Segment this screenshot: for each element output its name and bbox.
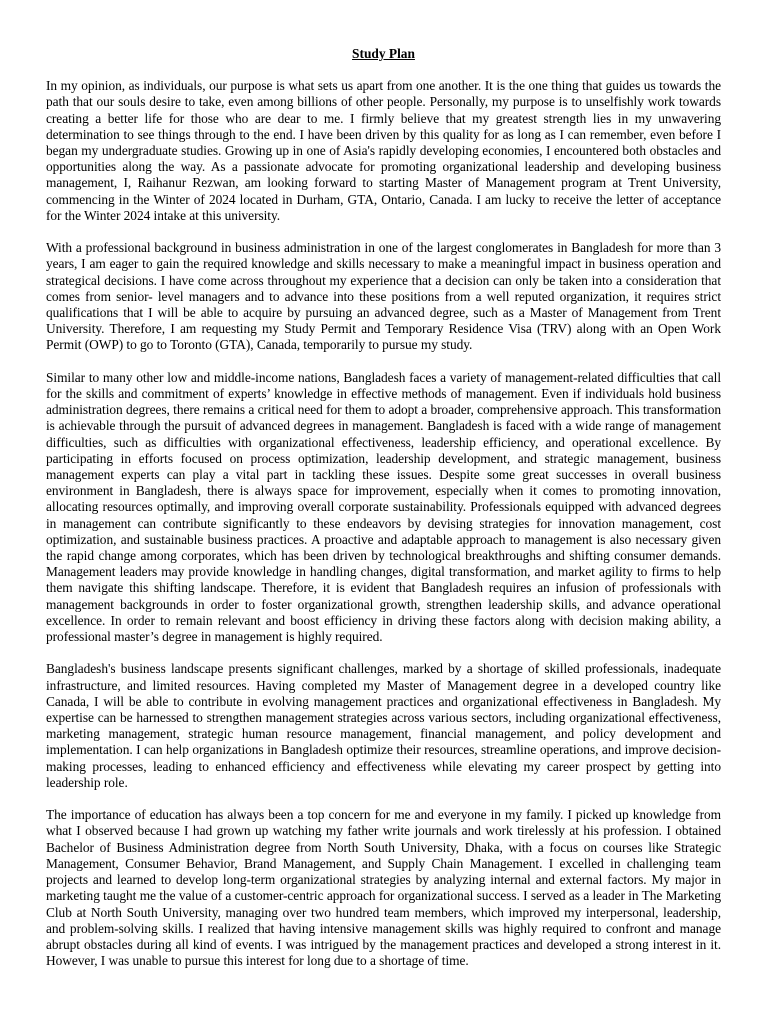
paragraph-business-landscape: Bangladesh's business landscape presents significant challenges, marked by a shortage of skilled professionals, inadequate infrastructure, and limited resources. Having completed my Master of Management degree in a developed country like Canada, I will be able to contribute in evolving management practices and organizational effectiveness in Bangladesh. My expertise can be harnessed to strengthen management strategies across various sectors, including organizational effectiveness, marketing management, strategic human resource management, financial management, and policy development and implementation. I can help organizations in Bangladesh optimize their resources, streamline operations, and improve decision-making processes, leading to enhanced efficiency and effectiveness while elevating my career prospect by getting into leadership role. — [46, 661, 721, 790]
paragraph-purpose: In my opinion, as individuals, our purpose is what sets us apart from one another. It is the one thing that guides us towards the path that our souls desire to take, even among billions of other people. Personally, my purpose is to unselfishly work towards creating a better life for those who are dear to me. I firmly believe that my greatest strength lies in my unwavering determination to see things through to the end. I have been driven by this quality for as long as I can remember, even before I began my undergraduate studies. Growing up in one of Asia's rapidly developing economies, I encountered both obstacles and opportunities along the way. As a passionate advocate for promoting organizational leadership and developing business management, I, Raihanur Rezwan, am looking forward to starting Master of Management program at Trent University, commencing in the Winter of 2024 located in Durham, GTA, Ontario, Canada. I am lucky to receive the letter of acceptance for the Winter 2024 intake at this university. — [46, 78, 721, 223]
paragraph-professional-background: With a professional background in business administration in one of the largest conglomerates in Bangladesh for more than 3 years, I am eager to gain the required knowledge and skills necessary to make a meaningful impact in business operation and strategical decisions. I have come across throughout my experience that a decision can only be taken into a consideration that comes from senior- level managers and to advance into these positions from a well reputed organization, it requires strict qualifications that I will be able to acquire by pursuing an advanced degree, such as a Master of Management from Trent University. Therefore, I am requesting my Study Permit and Temporary Residence Visa (TRV) along with an Open Work Permit (OWP) to go to Toronto (GTA), Canada, temporarily to pursue my study. — [46, 240, 721, 353]
document-title: Study Plan — [352, 46, 415, 61]
paragraph-education: The importance of education has always been a top concern for me and everyone in my family. I picked up knowledge from what I observed because I had grown up watching my father write journals and work tirelessly at his profession. I obtained Bachelor of Business Administration degree from North South University, Dhaka, with a focus on courses like Strategic Management, Consumer Behavior, Brand Management, and Supply Chain Management. I excelled in challenging team projects and learned to develop long-term organizational strategies by analyzing internal and external factors. My major in marketing taught me the value of a customer-centric approach for organizational success. I served as a leader in The Marketing Club at North South University, managing over two hundred team members, which improved my interpersonal, leadership, and problem-solving skills. I realized that having intensive management skills was highly required to confront and manage abrupt obstacles during all kind of events. I was intrigued by the management practices and developed a strong interest in it. However, I was unable to pursue this interest for long due to a shortage of time. — [46, 807, 721, 969]
document-page — [46, 46, 721, 986]
paragraph-bangladesh-challenges: Similar to many other low and middle-income nations, Bangladesh faces a variety of management-related difficulties that call for the skills and commitment of experts’ knowledge in effective methods of management. Even if individuals hold business administration degrees, there remains a critical need for them to adopt a broader, comprehensive approach. This transformation is achievable through the pursuit of advanced degrees in management. Bangladesh is faced with a wide range of management difficulties, such as difficulties with organizational effectiveness, leadership efficiency, and operational excellence. By participating in efforts focused on process optimization, leadership development, and strategic management, business management experts can play a vital part in tackling these issues. Despite some great successes in overall business environment in Bangladesh, there is always space for improvement, especially when it comes to promoting innovation, allocating resources optimally, and improving overall corporate sustainability. Professionals equipped with advanced degrees in management can contribute significantly to these endeavors by devising strategies for innovation management, cost optimization, and sustainable business practices. A proactive and adaptable approach to management is also necessary given the rapid change among corporates, which has been driven by technological breakthroughs and shifting consumer demands. Management leaders may provide knowledge in handling changes, digital transformation, and market agility to firms to help them navigate this shifting landscape. Therefore, it is evident that Bangladesh requires an infusion of professionals with management backgrounds in order to foster organizational growth, strengthen leadership skills, and advance operational excellence. In order to remain relevant and boost efficiency in driving these factors along with decision making ability, a professional master’s degree in management is highly required. — [46, 369, 721, 645]
